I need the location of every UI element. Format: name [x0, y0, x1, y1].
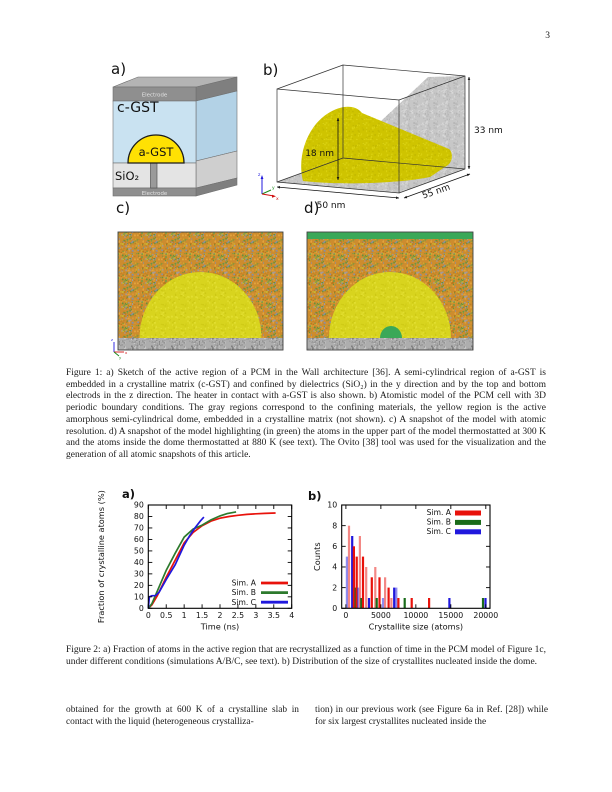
legend-box-swatch [455, 520, 481, 525]
fig1-panel-b-model [258, 65, 503, 211]
figure1-caption: Figure 1: a) Sketch of the active region of a PCM in the Wall architecture [36]. A semi-cylindrical region of a-GST is embedded in a crystalline matrix (c-GST) and confined by dielectrics (SiO₂) in the y direction and by the top and bottom electrods in the z direction. The heater in contact with a-GST is also shown. b) Atomistic model of the PCM cell with 3D periodic boundary conditions. The gray regions correspond to the confining materials, the yellow region is the active amorphous semi-cylindrical dome, embedded in a crystalline matrix (not shown). c) A snapshot of the model with atomic resolution. d) A snapshot of the model highlighting (in green) the atoms in the upper part of the model thermostatted at 300 K and the atoms inside the dome thermostatted at 880 K (see text). The Ovito [38] tool was used for the visualization and the generation of all atomic snapshots of this article. [66, 368, 546, 460]
y-axis-title: Fraction of crystalline atoms (%) [96, 490, 106, 624]
x-tick-label: 0 [145, 610, 151, 620]
hist-bar [388, 588, 390, 609]
x-tick-label: 4 [289, 610, 295, 620]
x-tick-label: 10000 [403, 610, 429, 620]
svg-text:z: z [111, 337, 113, 342]
hist-bar [346, 557, 348, 609]
y-tick-label: 10 [133, 592, 144, 602]
body-text-left-column: obtained for the growth at 600 K of a crystalline slab in contact with the liquid (heterogeneous crystalliza- [66, 705, 299, 728]
hist-bar [378, 577, 380, 608]
legend-box-swatch [455, 511, 481, 516]
hist-bar [411, 598, 413, 608]
hist-bar [448, 598, 450, 608]
hist-bar [482, 598, 484, 608]
dim-50nm-label: 50 nm [316, 201, 346, 211]
svg-text:x: x [125, 350, 128, 355]
hist-bar [359, 536, 361, 608]
y-tick-label: 8 [332, 521, 338, 531]
agst-label: a-GST [138, 145, 174, 159]
fig1-panel-label-a: a) [111, 60, 127, 78]
fig1-panel-a-sketch [113, 77, 237, 197]
legend-label: Sim. B [231, 588, 256, 598]
page-number: 3 [545, 31, 550, 41]
svg-text:y: y [119, 355, 122, 360]
x-tick-label: 3 [253, 610, 259, 620]
legend-label: Sim. A [426, 508, 451, 518]
x-tick-label: 3.5 [267, 610, 280, 620]
dim-55nm-label: 55 nm [421, 182, 452, 202]
y-tick-label: 30 [133, 569, 144, 579]
series-sim-a [148, 513, 275, 608]
hist-bar [393, 588, 395, 609]
y-tick-label: 10 [327, 500, 338, 510]
hist-bar [404, 598, 406, 608]
x-tick-label: 2.5 [231, 610, 245, 620]
gizmo-y-label: y [272, 186, 275, 191]
fig2-panel-label-b: b) [308, 489, 322, 503]
hist-bar [384, 577, 386, 608]
electrode-top-label: Electrode [141, 92, 168, 99]
hist-bar [368, 598, 370, 608]
series-sim-b [148, 512, 236, 608]
x-axis-title: Crystallite size (atoms) [368, 621, 464, 632]
x-tick-label: 5000 [370, 610, 391, 620]
x-tick-label: 15000 [438, 610, 464, 620]
legend-label: Sim. A [231, 578, 256, 588]
hist-bar [428, 598, 430, 608]
fig1-panel-label-d: d) [304, 199, 320, 217]
hist-bar [365, 567, 367, 608]
x-tick-label: 1 [181, 610, 187, 620]
gizmo-x-label: x [276, 197, 279, 202]
hist-bar [382, 598, 384, 608]
hist-bar [348, 526, 350, 609]
y-tick-label: 20 [133, 581, 144, 591]
fig2-chart-a [96, 490, 294, 631]
dim-33nm-label: 33 nm [474, 126, 503, 136]
gizmo-z-label: z [258, 173, 261, 178]
y-tick-label: 80 [133, 512, 144, 522]
x-tick-label: 0 [343, 610, 349, 620]
x-tick-label: 0.5 [160, 610, 173, 620]
fig2-panel-label-a: a) [122, 487, 136, 501]
y-tick-label: 2 [332, 583, 338, 593]
y-axis-title: Counts [312, 542, 322, 571]
fig1-panel-label-c: c) [116, 199, 131, 217]
x-tick-label: 2 [217, 610, 223, 620]
x-tick-label: 1.5 [195, 610, 209, 620]
figure2-caption: Figure 2: a) Fraction of atoms in the active region that are recrystallized as a function of time in the PCM model of Figure 1c, under different conditions (simulations A/B/C, see text). b) Distribution of the size of crystallites nucleated inside the dome. [66, 645, 546, 667]
legend-label: Sim. B [426, 517, 451, 527]
x-tick-label: 20000 [473, 610, 499, 620]
body-text-right-column: tion) in our previous work (see Figure 6a in Ref. [28]) while for six largest crystallites nucleated inside the [315, 705, 548, 728]
y-tick-label: 4 [332, 562, 338, 572]
y-tick-label: 0 [138, 604, 144, 613]
legend-label: Sim. C [426, 526, 451, 536]
y-tick-label: 60 [133, 535, 144, 545]
legend-box-swatch [455, 529, 481, 534]
x-axis-title: Time (ns) [200, 621, 240, 632]
hist-bar [395, 588, 397, 609]
sio2-label: SiO₂ [115, 169, 140, 183]
y-tick-label: 50 [133, 546, 144, 556]
y-tick-label: 40 [133, 558, 144, 568]
y-tick-label: 6 [332, 542, 338, 552]
hist-bar [371, 577, 373, 608]
dim-18nm-label: 18 nm [305, 149, 334, 159]
fig1-panel-label-b: b) [263, 61, 279, 79]
hist-bar [397, 598, 399, 608]
legend-label: Sim. C [231, 597, 256, 607]
fig2-chart-b [312, 501, 498, 632]
hist-bar [390, 598, 392, 608]
cgst-label: c-GST [117, 100, 159, 116]
hist-bar [362, 557, 364, 609]
y-tick-label: 70 [133, 523, 144, 533]
hist-bar [376, 598, 378, 608]
y-tick-label: 0 [332, 604, 338, 613]
y-tick-label: 90 [133, 500, 144, 510]
electrode-bottom-label: Electrode [141, 190, 168, 197]
